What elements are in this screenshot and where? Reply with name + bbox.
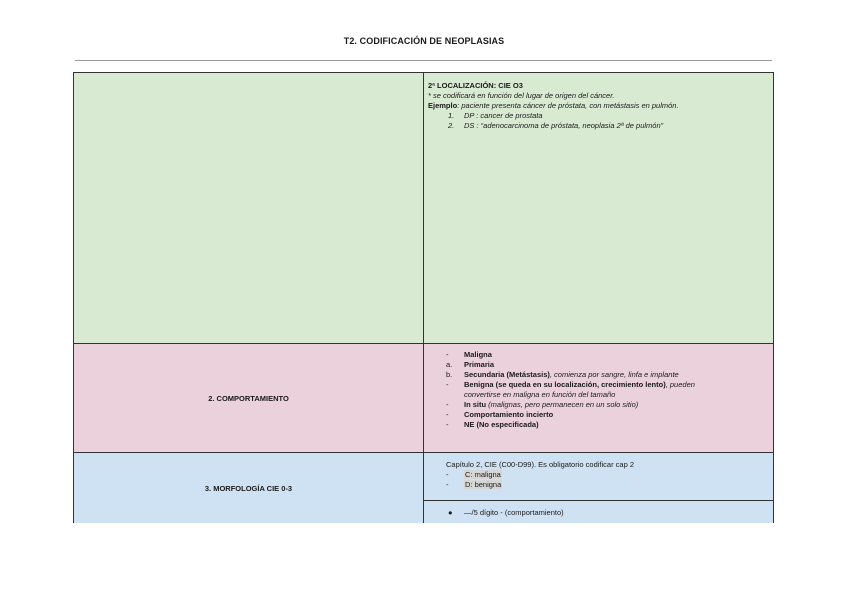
localizacion-note: * se codificará en función del lugar de origen del cáncer. (428, 91, 615, 100)
digit-note: —/5 dígito - (comportamiento) (464, 508, 564, 517)
document-title: T2. CODIFICACIÓN DE NEOPLASIAS (343, 36, 505, 46)
morfologia-heading: Capítulo 2, CIE (C00-D99). Es obligatorio codificar cap 2 (446, 460, 635, 469)
header-divider (75, 60, 772, 61)
example-text: : paciente presenta cáncer de próstata, con metástasis en pulmón. (457, 101, 679, 110)
table-row-morfologia (74, 453, 773, 523)
row1-content-cell (424, 73, 773, 343)
example-line (428, 101, 679, 111)
list-item: b. Secundaria (Metástasis), comienza por sangre, linfa e implante (446, 370, 679, 379)
list-item: - In situ (malignas, pero permanecen en un solo sitio) (446, 400, 639, 409)
example-label: Ejemplo (428, 101, 458, 110)
row1-label-cell (74, 73, 424, 343)
morfologia-bottom-cell (424, 501, 773, 523)
morfologia-top-cell (424, 453, 773, 501)
list-item: - Maligna (446, 350, 492, 359)
list-item: - D: benigna (446, 480, 502, 489)
list-item: a. Primaria (446, 360, 495, 369)
row3-content-cell (424, 453, 773, 523)
benigna-continuation: convertirse en maligna en función del tamaño (464, 390, 616, 399)
table-row-localizacion (74, 73, 773, 344)
table-row-comportamiento (74, 344, 773, 453)
localizacion-heading: 2ª LOCALIZACIÓN: CIE O3 (428, 81, 523, 90)
coding-table (73, 72, 774, 523)
comportamiento-label: 2. COMPORTAMIENTO (74, 344, 424, 452)
morfologia-label: 3. MORFOLOGÍA CIE 0-3 (74, 453, 424, 523)
list-item: - C: maligna (446, 470, 501, 479)
list-item: - Comportamiento incierto (446, 410, 554, 419)
list-item: - Benigna (se queda en su localización, crecimiento lento), pueden (446, 380, 695, 389)
row2-content-cell (424, 344, 773, 452)
list-item: - NE (No especificada) (446, 420, 539, 429)
example-item-2: 2. DS : “adenocarcinoma de próstata, neoplasia 2ª de pulmón” (448, 121, 664, 130)
bullet-icon: ● (448, 508, 453, 517)
example-item-1: 1. DP : cancer de prostata (448, 111, 543, 120)
